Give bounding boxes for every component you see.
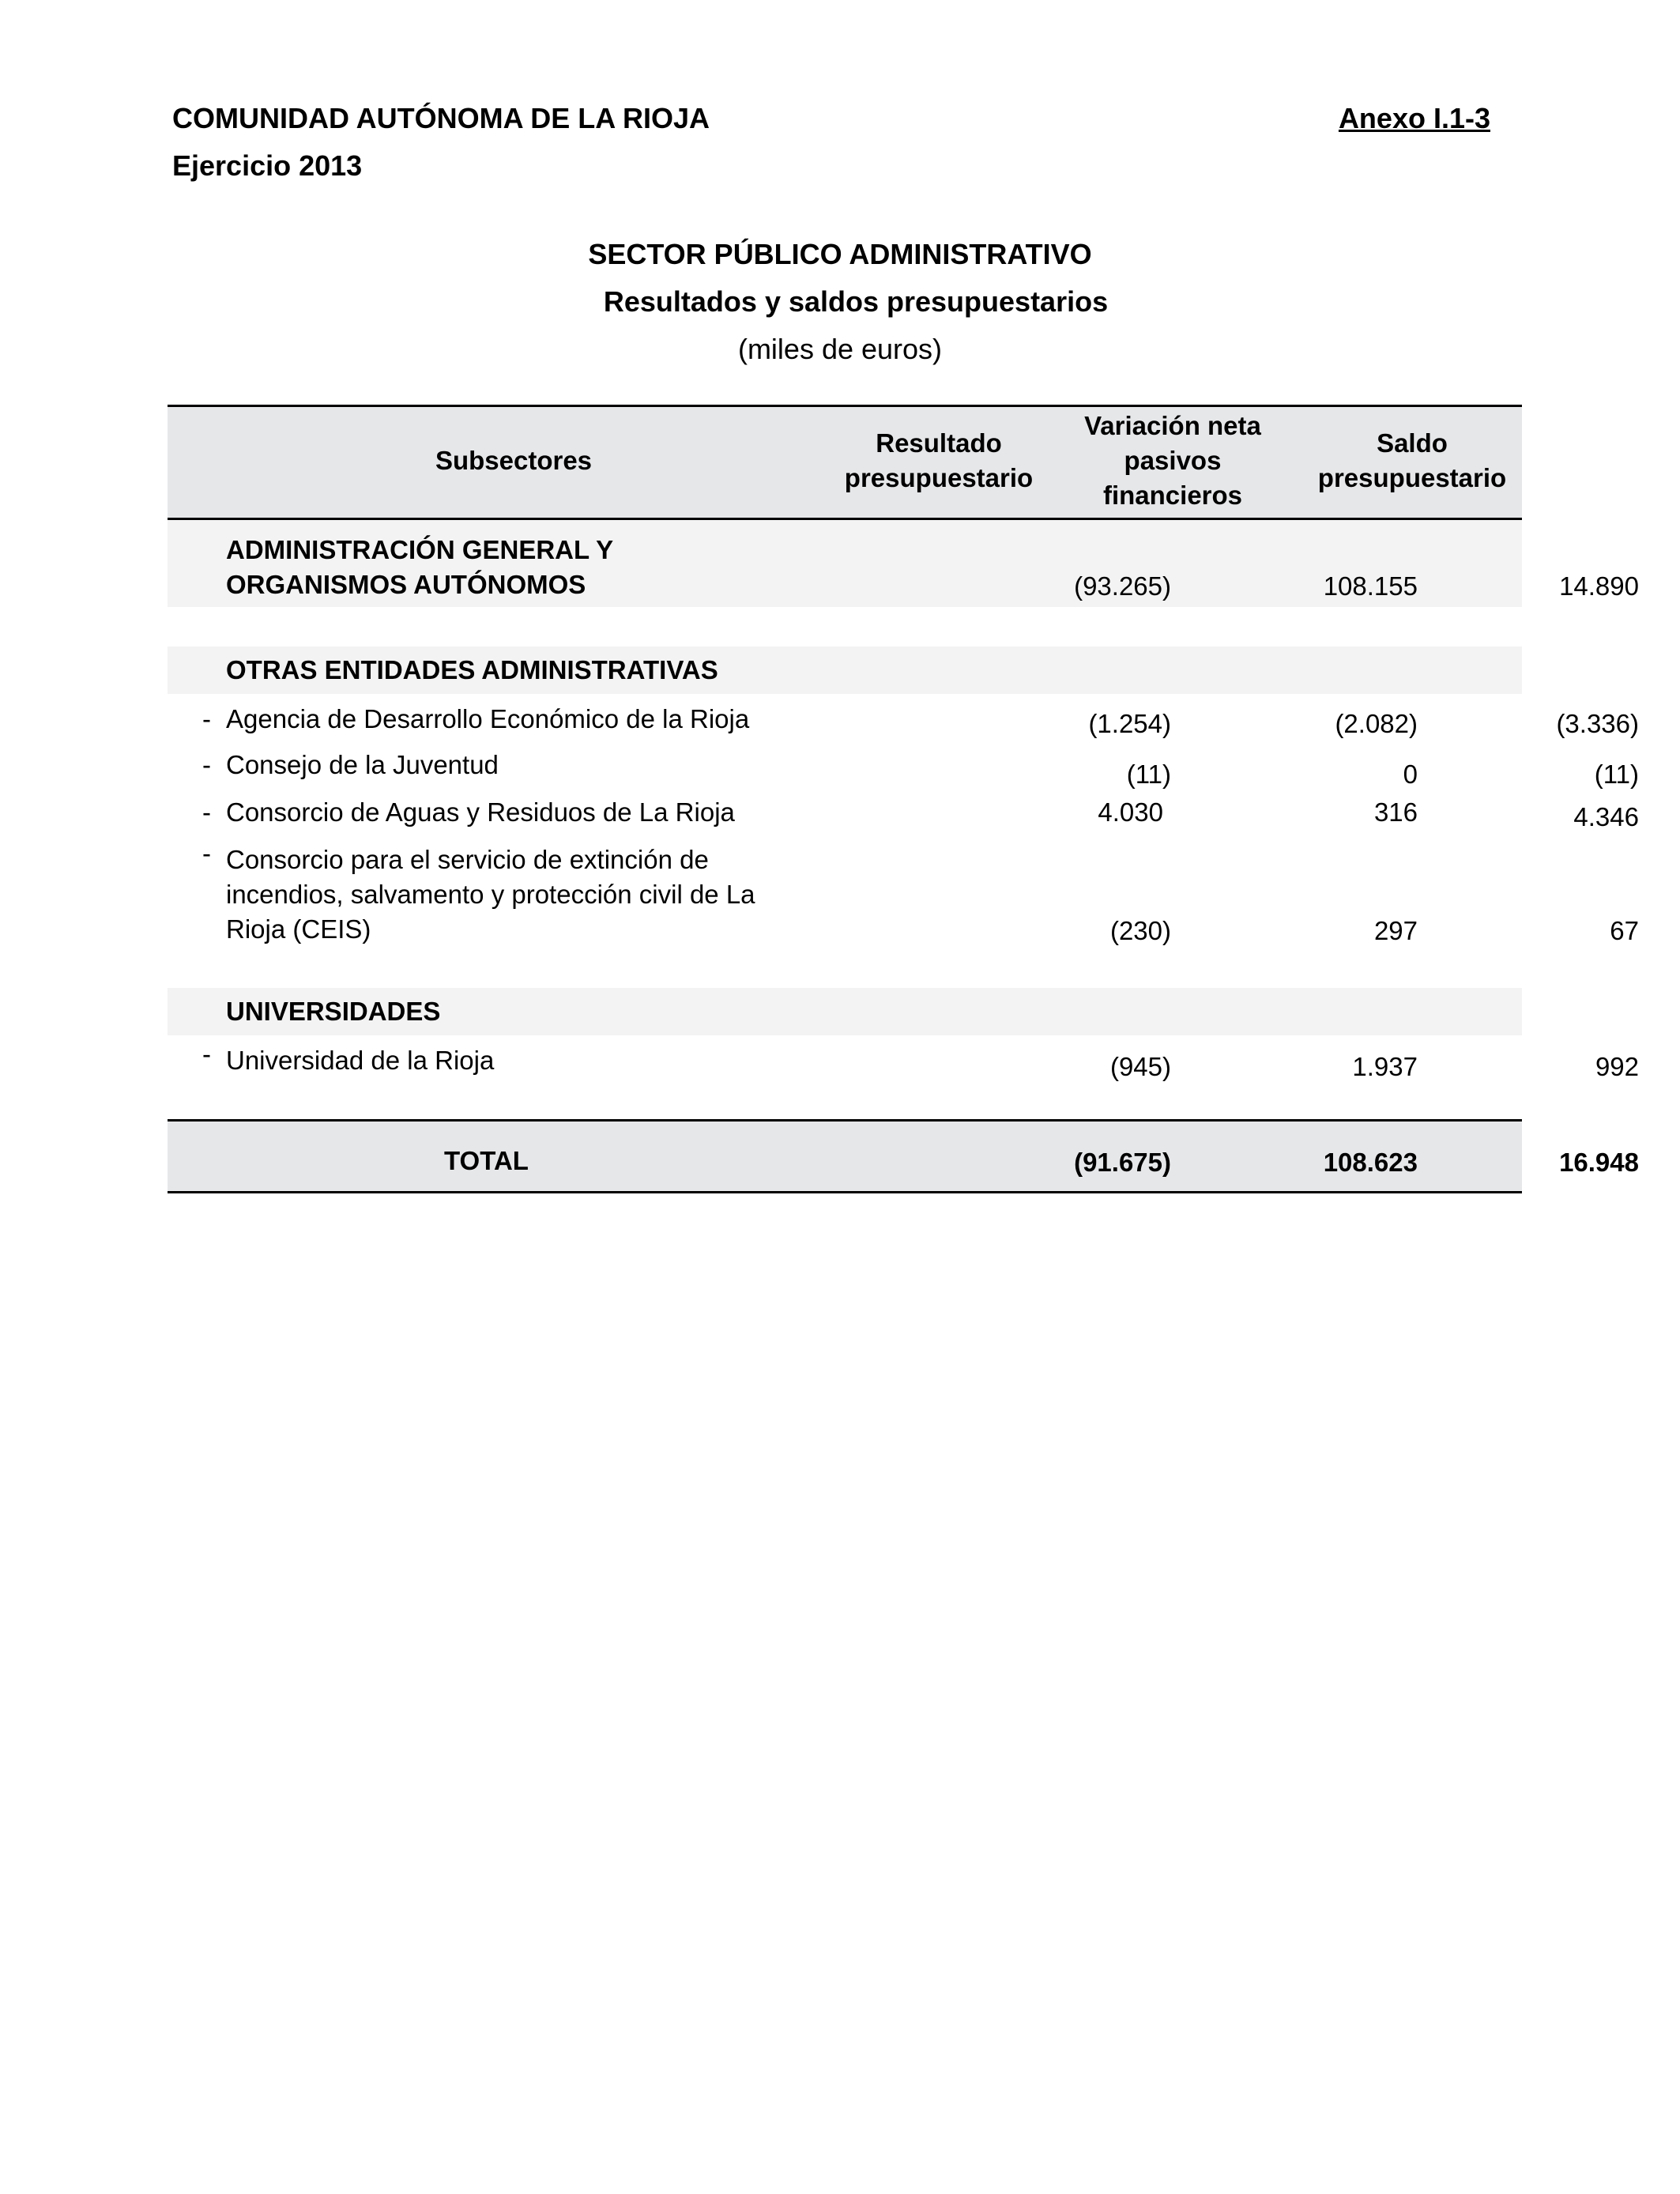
cell-variacion: 316: [1373, 797, 1418, 827]
section-heading-label: OTRAS ENTIDADES ADMINISTRATIVAS: [226, 655, 718, 684]
col-header-subsectores: Subsectores: [435, 446, 593, 475]
cell-variacion: 108.155: [1323, 571, 1418, 601]
row-dash: -: [202, 750, 211, 779]
cell-resultado: (230): [1109, 916, 1171, 945]
row-dash: -: [202, 1039, 211, 1069]
document-header: [172, 95, 710, 190]
cell-variacion: 0: [1403, 760, 1418, 789]
units-note: (miles de euros): [737, 333, 943, 365]
row-dash: -: [202, 797, 211, 827]
table-row: [168, 839, 1639, 959]
fiscal-year: Ejercicio 2013: [172, 149, 363, 182]
cell-saldo: (3.336): [1556, 709, 1639, 738]
row-label: Consorcio de Aguas y Residuos de La Rioja: [226, 797, 735, 827]
row-label-line2: incendios, salvamento y protección civil de La: [226, 880, 755, 909]
row-label-line2: ORGANISMOS AUTÓNOMOS: [226, 570, 586, 599]
col-header-variacion-line3: financieros: [1102, 481, 1243, 510]
total-label: TOTAL: [444, 1146, 529, 1175]
total-resultado: (91.675): [1074, 1148, 1171, 1177]
cell-saldo: 14.890: [1559, 571, 1639, 601]
cell-saldo: (11): [1594, 760, 1639, 789]
cell-resultado: (93.265): [1074, 571, 1171, 601]
table-row: [168, 746, 1639, 790]
cell-resultado: 4.030: [1098, 797, 1163, 827]
table-row: [168, 794, 1639, 838]
title-block: [0, 231, 1680, 373]
table-header: [168, 405, 1522, 520]
cell-saldo: 992: [1595, 1052, 1639, 1081]
cell-saldo: 67: [1610, 916, 1639, 945]
cell-resultado: (1.254): [1088, 709, 1171, 738]
row-label-line1: Consorcio para el servicio de extinción de: [226, 845, 709, 874]
cell-resultado: (945): [1109, 1052, 1171, 1081]
annex-reference: Anexo I.1-3: [1338, 102, 1490, 134]
col-header-variacion: [1054, 409, 1291, 513]
table-row: [168, 1039, 1639, 1089]
row-label-line3: Rioja (CEIS): [226, 914, 371, 944]
row-label: [226, 843, 921, 947]
row-label: Agencia de Desarrollo Económico de la Rioja: [226, 704, 750, 733]
row-label-line1: ADMINISTRACIÓN GENERAL Y: [226, 535, 614, 564]
table-row-admin-general-values: [168, 520, 1639, 607]
entity-name: COMUNIDAD AUTÓNOMA DE LA RIOJA: [172, 102, 710, 134]
table-row: [168, 700, 1639, 745]
col-header-variacion-line2: pasivos: [1124, 446, 1222, 475]
cell-variacion: 1.937: [1352, 1052, 1418, 1081]
total-saldo: 16.948: [1559, 1148, 1639, 1177]
budget-results-table: [168, 405, 1639, 1177]
section-heading-universidades: [168, 988, 1522, 1035]
col-header-resultado-line2: presupuestario: [844, 463, 1034, 492]
sector-title: SECTOR PÚBLICO ADMINISTRATIVO: [588, 238, 1092, 270]
cell-variacion: 297: [1373, 916, 1418, 945]
cell-saldo: 4.346: [1573, 802, 1639, 831]
row-label: Consejo de la Juventud: [226, 750, 499, 779]
section-heading-label: UNIVERSIDADES: [226, 997, 441, 1026]
col-header-resultado-line1: Resultado: [876, 428, 1002, 458]
cell-variacion: (2.082): [1335, 709, 1418, 738]
table-total-row: [168, 1119, 1639, 1193]
row-dash: -: [202, 839, 211, 868]
total-variacion: 108.623: [1323, 1148, 1418, 1177]
col-header-saldo-line2: presupuestario: [1317, 463, 1507, 492]
table-subtitle: Resultados y saldos presupuestarios: [603, 285, 1109, 318]
section-heading-otras-entidades: [168, 647, 1522, 694]
col-header-saldo-line1: Saldo: [1377, 428, 1448, 458]
row-label: Universidad de la Rioja: [226, 1046, 495, 1075]
col-header-saldo: [1302, 426, 1522, 496]
col-header-resultado: [820, 426, 1057, 496]
cell-resultado: (11): [1126, 760, 1171, 789]
row-dash: -: [202, 704, 211, 733]
col-header-variacion-line1: Variación neta: [1084, 411, 1261, 440]
